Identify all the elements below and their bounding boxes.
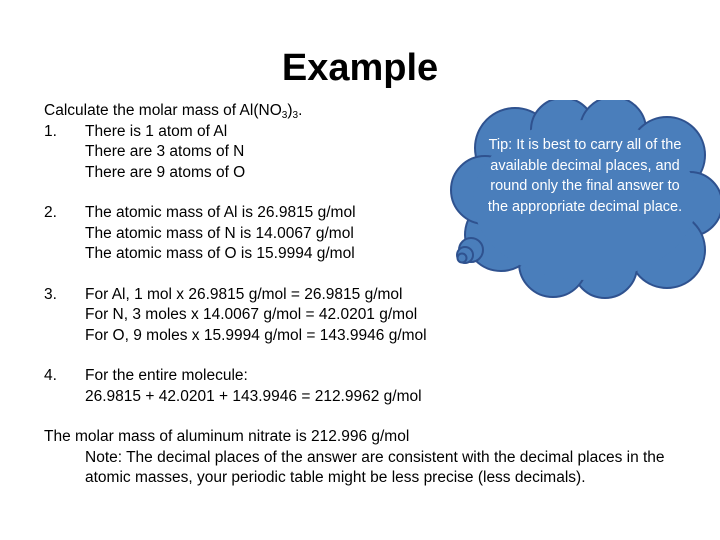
tip-text: Tip: It is best to carry all of the available decimal places, and round only the final answer to the appropriate decimal place. [487,137,683,215]
step-line: The atomic mass of Al is 26.9815 g/mol [85,204,356,221]
step-line: There are 9 atoms of O [85,163,246,181]
step-number: 1. [44,122,57,140]
step-line: The atomic mass of O is 15.9994 g/mol [85,245,355,262]
step-number: 4. [44,367,57,384]
step-line: For the entire molecule: [85,367,248,384]
step-line: For O, 9 moles x 15.9994 g/mol = 143.9946 g/mol [85,326,427,344]
note-text: Note: The decimal places of the answer are consistent with the decimal places in the atomic masses, your periodic table might be less precise (less decimals). [85,448,665,486]
step-number: 2. [44,204,57,221]
intro-subscript-2: 3 [292,110,299,121]
step-line: There is 1 atom of Al [85,122,228,140]
step-number: 3. [44,285,57,303]
step-line: The atomic mass of N is 14.0067 g/mol [85,224,354,242]
step-line: There are 3 atoms of N [85,143,245,160]
intro-subscript-1: 3 [281,110,288,121]
step-line: For N, 3 moles x 14.0067 g/mol = 42.0201 g/mol [85,306,418,323]
step-line: 26.9815 + 42.0201 + 143.9946 = 212.9962 g/mol [85,387,422,405]
intro-prefix: Calculate the molar mass of Al(NO [44,102,282,119]
tip-callout [445,100,720,305]
slide-title: Example [281,47,439,89]
conclusion-line: The molar mass of aluminum nitrate is 212.996 g/mol [44,428,410,445]
step-item [44,366,684,427]
step-line: For Al, 1 mol x 26.9815 g/mol = 26.9815 g/mol [85,285,403,303]
intro-suffix: . [298,102,303,119]
intro-mid: ) [287,102,293,119]
